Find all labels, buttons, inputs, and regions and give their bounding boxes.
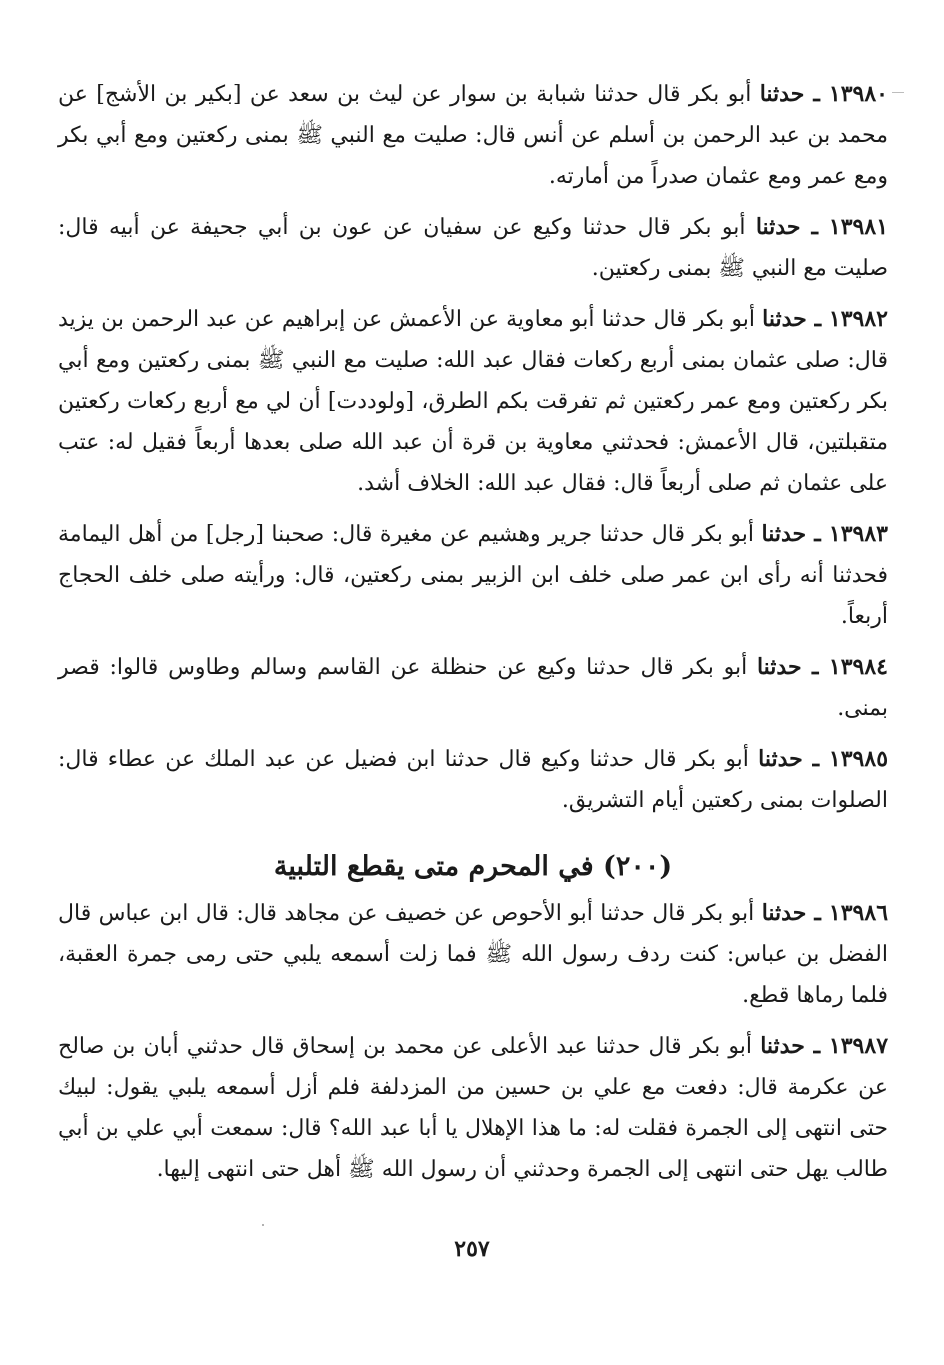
hadith-opener: حدثنا: [760, 1033, 805, 1059]
hadith-13986: [58, 893, 888, 1016]
hadith-text: أبو بكر قال حدثنا أبو الأحوص عن خصيف عن مجاهد قال: قال ابن عباس قال الفضل بن عباس: كنت ردف رسول الله ﷺ فما زلت أسمعه يلبي حتى رمى جمرة العقبة، فلما رماها قطع.: [58, 901, 888, 1008]
hadith-13987: [58, 1026, 888, 1190]
page-number: ٢٥٧: [454, 1236, 490, 1262]
hadith-separator: ـ: [806, 521, 829, 547]
hadith-separator: ـ: [804, 81, 829, 107]
hadith-number: ١٣٩٨٣: [828, 521, 888, 547]
hadith-text: أبو بكر قال حدثنا وكيع قال حدثنا ابن فضيل عن عبد الملك عن عطاء قال: الصلوات بمنى ركعتين أيام التشريق.: [58, 747, 888, 813]
hadith-13980: [58, 74, 888, 197]
hadith-section-1: [58, 74, 888, 821]
hadith-opener: حدثنا: [761, 900, 807, 926]
chapter-heading: (٢٠٠) في المحرم متى يقطع التلبية: [273, 851, 673, 882]
corner-mark: [892, 92, 904, 93]
hadith-text: أبو بكر قال حدثنا وكيع عن سفيان عن عون بن أبي جحيفة عن أبيه قال: صليت مع النبي ﷺ بمنى ركعتين.: [58, 215, 888, 281]
hadith-text: أبو بكر قال حدثنا عبد الأعلى عن محمد بن إسحاق قال حدثني أبان بن صالح عن عكرمة قال: دفعت مع علي بن حسين من المزدلفة فلم أزل أسمعه يلبي يقول: لبيك حتى انتهى إلى الجمرة فقلت له: ما هذا الإهلال يا أبا عبد الله؟ قال: سمعت أبي علي بن أبي طالب يهل حتى انتهى إلى الجمرة وحدثني أن رسول الله ﷺ أهل حتى انتهى إليها.: [58, 1034, 888, 1182]
hadith-opener: حدثنا: [761, 521, 807, 547]
hadith-number: ١٣٩٨١: [828, 214, 889, 240]
hadith-separator: ـ: [806, 306, 829, 332]
hadith-13981: [58, 207, 888, 289]
hadith-number: ١٣٩٨٤: [828, 654, 888, 680]
hadith-opener: حدثنا: [758, 746, 803, 772]
hadith-number: ١٣٩٨٠: [828, 81, 888, 107]
hadith-13985: [58, 739, 888, 821]
hadith-13983: [58, 514, 888, 637]
hadith-text: أبو بكر قال حدثنا أبو معاوية عن الأعمش عن إبراهيم عن عبد الرحمن بن يزيد قال: صلى عثمان بمنى أربع ركعات فقال عبد الله: صليت مع النبي ﷺ بمنى ركعتين ومع أبي بكر ركعتين ومع عمر ركعتين ثم تفرقت بكم الطرق، [ولوددت] أن لي مع أربع ركعات ركعتين متقبلتين، قال الأعمش: فحدثني معاوية بن قرة أن عبد الله صلى بعدها أربعاً فقيل له: عتب على عثمان ثم صلى أربعاً قال: فقال عبد الله: الخلاف أشد.: [58, 307, 888, 496]
hadith-opener: حدثنا: [759, 81, 805, 107]
hadith-opener: حدثنا: [755, 214, 801, 240]
hadith-number: ١٣٩٨٦: [828, 900, 889, 926]
hadith-number: ١٣٩٨٢: [828, 306, 888, 332]
hadith-separator: ـ: [802, 746, 829, 772]
hadith-text: أبو بكر قال حدثنا شبابة بن سوار عن ليث بن سعد عن [بكير بن الأشج] عن محمد بن عبد الرحمن بن أسلم عن أنس قال: صليت مع النبي ﷺ بمنى ركعتين ومع أبي بكر ومع عمر ومع عثمان صدراً من أمارته.: [58, 82, 888, 189]
hadith-separator: ـ: [801, 654, 829, 680]
hadith-separator: ـ: [806, 900, 829, 926]
scan-speck: [262, 1224, 264, 1226]
hadith-opener: حدثنا: [762, 306, 807, 332]
hadith-text: أبو بكر قال حدثنا وكيع عن حنظلة عن القاسم وسالم وطاوس قالوا: قصر بمنى.: [58, 655, 888, 721]
hadith-section-2: [58, 893, 888, 1190]
hadith-opener: حدثنا: [756, 654, 802, 680]
hadith-13984: [58, 647, 888, 729]
hadith-number: ١٣٩٨٥: [828, 746, 889, 772]
hadith-separator: ـ: [800, 214, 829, 240]
hadith-number: ١٣٩٨٧: [828, 1033, 889, 1059]
hadith-text: أبو بكر قال حدثنا جرير وهشيم عن مغيرة قال: صحبنا [رجل] من أهل اليمامة فحدثنا أنه رأى ابن عمر صلى خلف ابن الزبير بمنى ركعتين، قال: ورأيته صلى خلف الحجاج أربعاً.: [58, 522, 888, 629]
hadith-13982: [58, 299, 888, 504]
hadith-separator: ـ: [804, 1033, 829, 1059]
